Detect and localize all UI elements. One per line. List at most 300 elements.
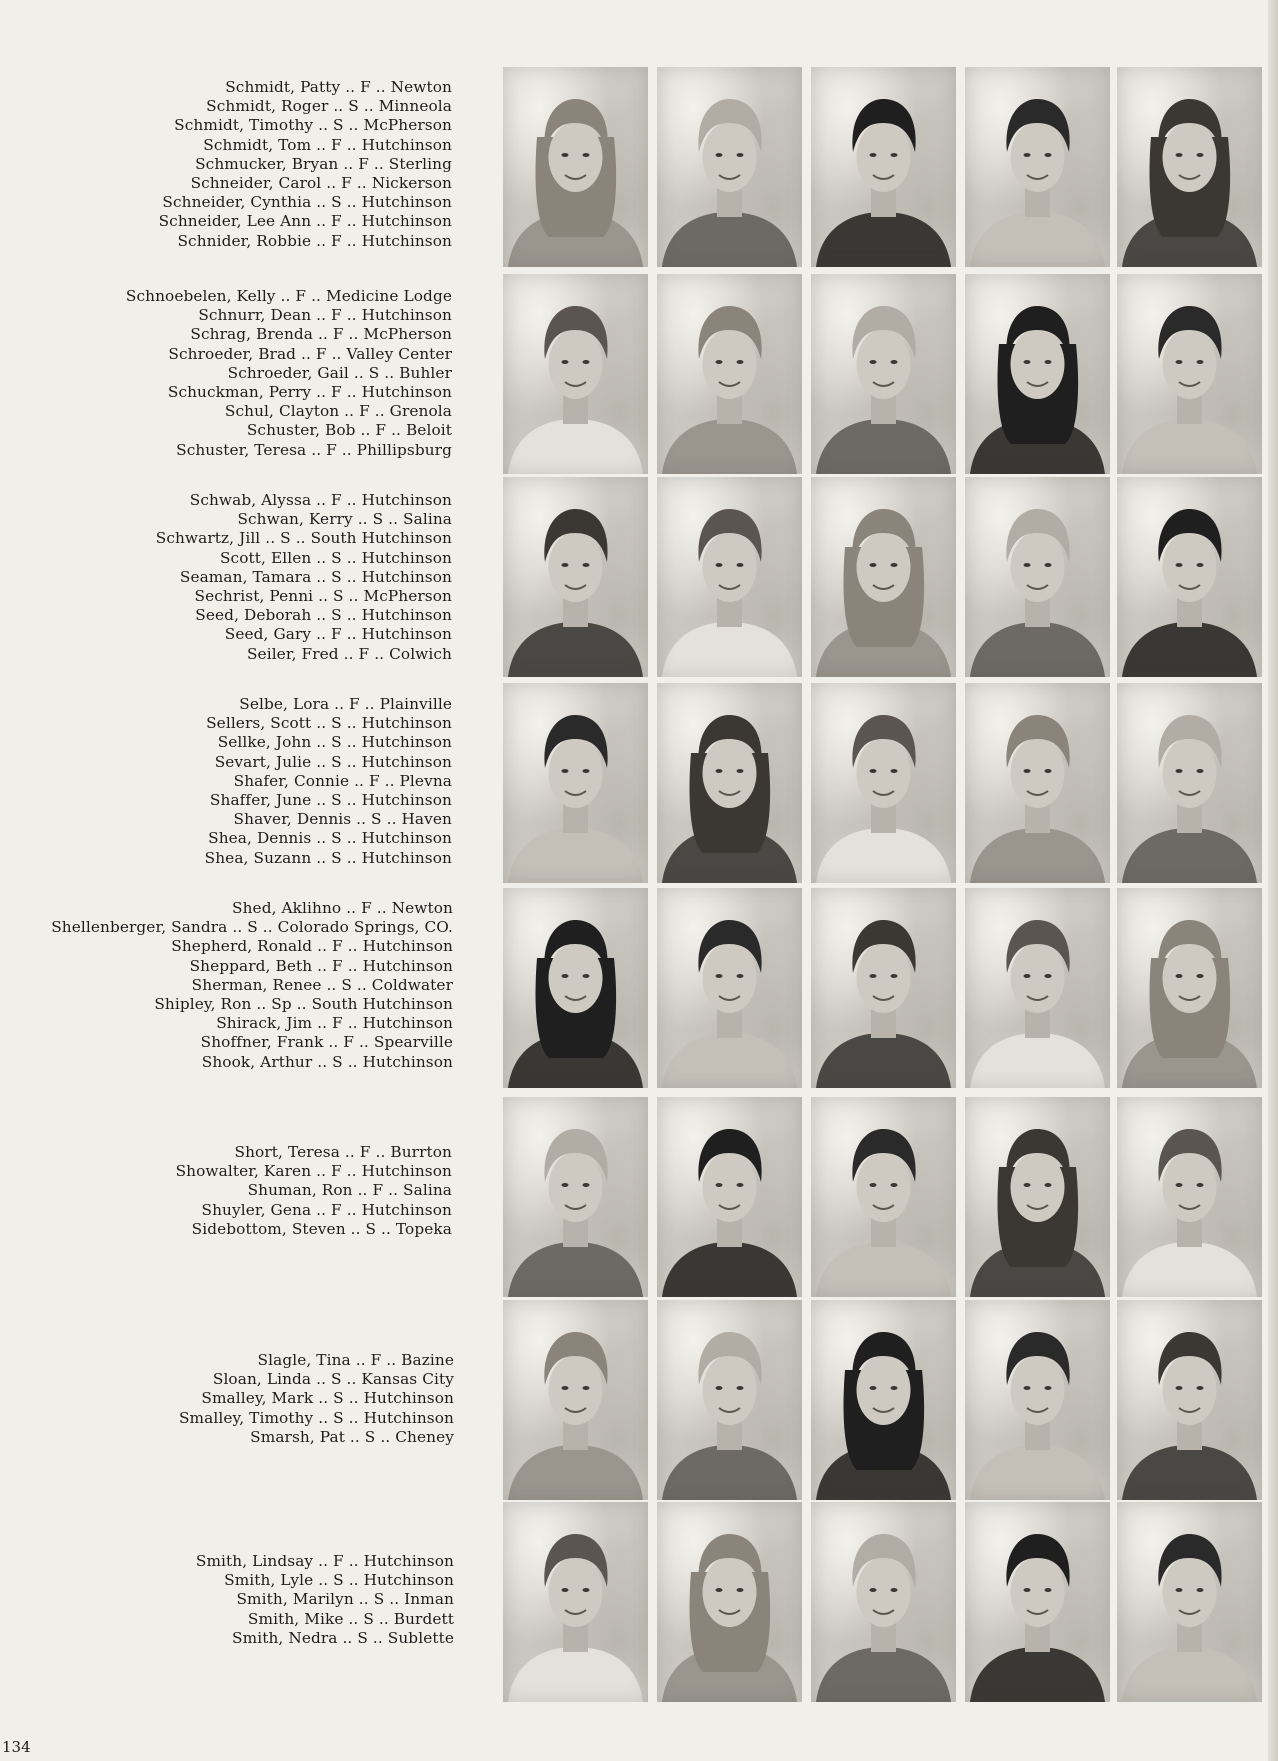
student-entry: Smith, Lyle .. S .. Hutchinson [224,1571,454,1590]
photo-row-7 [503,1300,1262,1500]
student-portrait [503,888,648,1088]
neck-shape [1177,801,1202,833]
neck-shape [1025,801,1050,833]
photo-row-5 [503,888,1262,1088]
mouth-shape [565,1610,586,1614]
mouth-shape [1179,996,1200,1000]
face-shape [1011,122,1065,192]
face-shape [703,329,757,399]
neck-shape [871,392,896,424]
student-entry: Schroeder, Brad .. F .. Valley Center [168,344,452,363]
eye-shape [870,360,877,364]
face-shape [1011,532,1065,602]
neck-shape [871,1418,896,1450]
shirt-shape [508,212,643,267]
portrait-figure [965,683,1110,883]
eye-shape [583,1183,590,1187]
shirt-shape [1122,622,1257,677]
student-portrait [1117,477,1262,677]
mouth-shape [873,791,894,795]
student-portrait [811,1502,956,1702]
shirt-shape [508,1647,643,1702]
hair-top-shape [1158,920,1221,973]
student-portrait [811,888,956,1088]
face-shape [703,1355,757,1425]
student-entry: Smalley, Mark .. S .. Hutchinson [201,1389,454,1408]
hair-top-shape [852,306,915,359]
shirt-shape [970,1647,1105,1702]
hair-back-shape [690,1572,771,1672]
neck-shape [563,1215,588,1247]
shirt-shape [816,212,951,267]
shirt-shape [970,622,1105,677]
neck-shape [871,185,896,217]
portrait-figure [503,1502,648,1702]
photo-row-2 [503,274,1262,474]
page-gutter [1268,0,1278,1761]
neck-shape [563,1418,588,1450]
eye-shape [737,153,744,157]
hair-top-shape [544,1332,607,1385]
hair-top-shape [852,99,915,152]
hair-top-shape [544,99,607,152]
portrait-figure [1117,888,1262,1088]
hair-back-shape [536,137,617,237]
mouth-shape [719,996,740,1000]
eye-shape [1024,769,1031,773]
hair-back-shape [690,753,771,853]
face-shape [549,738,603,808]
student-portrait [811,67,956,267]
neck-shape [871,595,896,627]
eye-shape [562,1588,569,1592]
face-shape [857,532,911,602]
eye-shape [737,1588,744,1592]
portrait-figure [657,477,802,677]
face-shape [549,329,603,399]
shirt-shape [1122,1445,1257,1500]
neck-shape [1177,185,1202,217]
student-entry: Smith, Nedra .. S .. Sublette [232,1628,454,1647]
eye-shape [1176,1386,1183,1390]
eye-shape [1045,1386,1052,1390]
portrait-figure [503,683,648,883]
eye-shape [737,974,744,978]
mouth-shape [1027,1610,1048,1614]
student-entry: Schmucker, Bryan .. F .. Sterling [195,154,452,173]
eye-shape [891,769,898,773]
student-entry: Seed, Deborah .. S .. Hutchinson [195,606,452,625]
student-portrait [657,477,802,677]
neck-shape [717,185,742,217]
student-entry: Shafer, Connie .. F .. Plevna [233,771,452,790]
neck-shape [563,595,588,627]
face-shape [1163,1355,1217,1425]
photo-row-6 [503,1097,1262,1297]
hair-back-shape [844,547,925,647]
face-shape [1163,1557,1217,1627]
hair-top-shape [544,1534,607,1587]
shirt-shape [1122,1033,1257,1088]
student-entry: Shipley, Ron .. Sp .. South Hutchinson [154,995,453,1014]
portrait-figure [811,67,956,267]
portrait-figure [503,888,648,1088]
neck-shape [563,1620,588,1652]
face-shape [703,532,757,602]
portrait-figure [657,67,802,267]
neck-shape [1025,595,1050,627]
mouth-shape [1179,1205,1200,1209]
eye-shape [1024,1588,1031,1592]
hair-top-shape [544,509,607,562]
face-shape [703,943,757,1013]
neck-shape [717,392,742,424]
student-entry: Schmidt, Patty .. F .. Newton [225,78,452,96]
hair-top-shape [852,715,915,768]
eye-shape [1197,1588,1204,1592]
student-entry: Slagle, Tina .. F .. Bazine [257,1351,454,1369]
student-entry: Sherman, Renee .. S .. Coldwater [191,975,453,994]
student-portrait [965,1300,1110,1500]
eye-shape [891,563,898,567]
mouth-shape [1179,1610,1200,1614]
student-portrait [965,274,1110,474]
shirt-shape [662,419,797,474]
portrait-figure [657,888,802,1088]
eye-shape [1176,1588,1183,1592]
eye-shape [583,974,590,978]
eye-shape [562,1386,569,1390]
neck-shape [1177,1418,1202,1450]
student-portrait [657,274,802,474]
eye-shape [716,974,723,978]
mouth-shape [1179,382,1200,386]
mouth-shape [873,1205,894,1209]
portrait-figure [657,1097,802,1297]
student-portrait [657,888,802,1088]
student-entry: Seed, Gary .. F .. Hutchinson [224,625,452,644]
portrait-figure [811,1502,956,1702]
student-entry: Schneider, Lee Ann .. F .. Hutchinson [158,212,452,231]
neck-shape [1025,1620,1050,1652]
portrait-figure [811,683,956,883]
mouth-shape [565,382,586,386]
mouth-shape [719,585,740,589]
student-portrait [1117,1300,1262,1500]
eye-shape [1176,769,1183,773]
mouth-shape [873,1408,894,1412]
eye-shape [1045,360,1052,364]
mouth-shape [873,1610,894,1614]
hair-top-shape [1006,1332,1069,1385]
hair-back-shape [844,1370,925,1470]
hair-top-shape [1006,920,1069,973]
shirt-shape [662,1445,797,1500]
hair-top-shape [698,1534,761,1587]
eye-shape [891,153,898,157]
hair-top-shape [852,920,915,973]
student-entry: Sheppard, Beth .. F .. Hutchinson [189,956,453,975]
mouth-shape [1027,175,1048,179]
mouth-shape [565,996,586,1000]
name-list-group-1 [159,78,452,251]
name-list-group-4 [205,695,452,868]
mouth-shape [873,996,894,1000]
hair-top-shape [1006,715,1069,768]
portrait-figure [1117,1502,1262,1702]
mouth-shape [565,791,586,795]
eye-shape [870,153,877,157]
eye-shape [870,563,877,567]
shirt-shape [816,1242,951,1297]
hair-top-shape [1006,1534,1069,1587]
hair-top-shape [1006,509,1069,562]
hair-top-shape [1158,1534,1221,1587]
mouth-shape [565,1205,586,1209]
neck-shape [1025,1215,1050,1247]
eye-shape [737,769,744,773]
face-shape [549,943,603,1013]
face-shape [1163,738,1217,808]
eye-shape [737,1386,744,1390]
hair-top-shape [698,715,761,768]
mouth-shape [1027,585,1048,589]
student-entry: Smith, Marilyn .. S .. Inman [236,1590,454,1609]
shirt-shape [816,1647,951,1702]
face-shape [549,1355,603,1425]
student-portrait [657,1300,802,1500]
mouth-shape [719,1205,740,1209]
hair-top-shape [698,1332,761,1385]
photo-row-4 [503,683,1262,883]
shirt-shape [816,622,951,677]
eye-shape [716,563,723,567]
portrait-figure [811,1097,956,1297]
name-list-group-7 [179,1351,454,1447]
hair-top-shape [544,306,607,359]
shirt-shape [508,622,643,677]
student-portrait [503,477,648,677]
hair-top-shape [1158,99,1221,152]
student-entry: Selbe, Lora .. F .. Plainville [239,695,452,713]
student-entry: Schmidt, Timothy .. S .. McPherson [174,116,452,135]
mouth-shape [719,382,740,386]
shirt-shape [662,1033,797,1088]
student-portrait [965,1502,1110,1702]
neck-shape [563,185,588,217]
shirt-shape [508,419,643,474]
student-entry: Smith, Lindsay .. F .. Hutchinson [195,1552,454,1570]
hair-back-shape [1150,958,1231,1058]
student-entry: Schnoebelen, Kelly .. F .. Medicine Lodge [125,287,452,305]
eye-shape [1197,769,1204,773]
portrait-figure [1117,1300,1262,1500]
student-entry: Sellers, Scott .. S .. Hutchinson [206,714,452,733]
neck-shape [1177,1006,1202,1038]
portrait-figure [657,683,802,883]
student-entry: Sevart, Julie .. S .. Hutchinson [214,752,452,771]
mouth-shape [719,791,740,795]
hair-back-shape [536,958,617,1058]
eye-shape [870,769,877,773]
neck-shape [1025,392,1050,424]
eye-shape [1024,1386,1031,1390]
shirt-shape [508,1445,643,1500]
mouth-shape [719,175,740,179]
student-portrait [503,274,648,474]
neck-shape [1177,392,1202,424]
student-portrait [811,274,956,474]
mouth-shape [1027,791,1048,795]
portrait-figure [965,67,1110,267]
student-entry: Shaver, Dennis .. S .. Haven [233,810,452,829]
eye-shape [891,1386,898,1390]
student-entry: Short, Teresa .. F .. Burrton [234,1143,452,1161]
face-shape [1011,738,1065,808]
student-portrait [657,1097,802,1297]
neck-shape [717,1418,742,1450]
neck-shape [1025,1418,1050,1450]
portrait-figure [811,888,956,1088]
portrait-figure [965,274,1110,474]
shirt-shape [1122,212,1257,267]
shirt-shape [662,1242,797,1297]
student-entry: Shepherd, Ronald .. F .. Hutchinson [171,937,453,956]
student-portrait [965,1097,1110,1297]
eye-shape [583,153,590,157]
student-entry: Schnurr, Dean .. F .. Hutchinson [198,306,452,325]
eye-shape [1045,563,1052,567]
portrait-figure [503,67,648,267]
student-entry: Seiler, Fred .. F .. Colwich [246,644,452,663]
neck-shape [1177,1620,1202,1652]
eye-shape [562,153,569,157]
name-list-group-5 [51,899,453,1072]
student-entry: Schwartz, Jill .. S .. South Hutchinson [155,529,452,548]
face-shape [549,532,603,602]
eye-shape [562,1183,569,1187]
face-shape [857,329,911,399]
eye-shape [716,153,723,157]
student-portrait [1117,888,1262,1088]
eye-shape [1024,974,1031,978]
shirt-shape [970,1242,1105,1297]
eye-shape [1176,360,1183,364]
face-shape [1163,122,1217,192]
eye-shape [870,1386,877,1390]
shirt-shape [970,1445,1105,1500]
eye-shape [891,1183,898,1187]
photo-row-8 [503,1502,1262,1702]
mouth-shape [1027,996,1048,1000]
student-entry: Schnider, Robbie .. F .. Hutchinson [177,231,452,250]
portrait-figure [503,477,648,677]
student-portrait [503,67,648,267]
student-entry: Schuster, Teresa .. F .. Phillipsburg [176,440,452,459]
portrait-figure [657,1300,802,1500]
portrait-figure [1117,477,1262,677]
neck-shape [871,1620,896,1652]
page-number: 134 [2,1738,31,1756]
student-entry: Shoffner, Frank .. F .. Spearville [200,1033,453,1052]
student-entry: Shed, Aklihno .. F .. Newton [232,899,453,917]
eye-shape [562,563,569,567]
face-shape [1011,1557,1065,1627]
shirt-shape [508,1033,643,1088]
shirt-shape [1122,419,1257,474]
portrait-figure [657,274,802,474]
face-shape [1163,943,1217,1013]
eye-shape [1197,153,1204,157]
hair-top-shape [852,1534,915,1587]
face-shape [703,1152,757,1222]
neck-shape [563,1006,588,1038]
portrait-figure [1117,1097,1262,1297]
portrait-figure [965,1300,1110,1500]
neck-shape [1025,1006,1050,1038]
mouth-shape [565,175,586,179]
student-entry: Shea, Suzann .. S .. Hutchinson [204,848,452,867]
student-entry: Shuman, Ron .. F .. Salina [247,1181,452,1200]
student-portrait [657,67,802,267]
shirt-shape [1122,1647,1257,1702]
neck-shape [1177,1215,1202,1247]
hair-top-shape [1158,715,1221,768]
portrait-figure [811,477,956,677]
eye-shape [1176,1183,1183,1187]
eye-shape [1045,974,1052,978]
hair-top-shape [1158,1332,1221,1385]
face-shape [857,738,911,808]
student-entry: Schneider, Cynthia .. S .. Hutchinson [162,193,452,212]
face-shape [549,1152,603,1222]
student-entry: Scott, Ellen .. S .. Hutchinson [219,548,452,567]
hair-top-shape [698,920,761,973]
face-shape [549,122,603,192]
portrait-figure [965,1502,1110,1702]
face-shape [857,1152,911,1222]
hair-top-shape [544,1129,607,1182]
eye-shape [1197,1183,1204,1187]
mouth-shape [1179,175,1200,179]
photo-row-1 [503,67,1262,267]
hair-top-shape [698,306,761,359]
hair-top-shape [544,920,607,973]
student-entry: Schmidt, Roger .. S .. Minneola [206,97,452,116]
student-portrait [811,477,956,677]
mouth-shape [1179,1408,1200,1412]
portrait-figure [811,1300,956,1500]
student-portrait [965,683,1110,883]
eye-shape [562,974,569,978]
student-portrait [1117,1097,1262,1297]
student-entry: Schneider, Carol .. F .. Nickerson [190,174,452,193]
eye-shape [562,360,569,364]
hair-top-shape [1006,306,1069,359]
face-shape [703,122,757,192]
student-entry: Smith, Mike .. S .. Burdett [247,1609,454,1628]
eye-shape [1176,563,1183,567]
student-portrait [503,1502,648,1702]
portrait-figure [503,274,648,474]
mouth-shape [1179,791,1200,795]
eye-shape [1045,1183,1052,1187]
hair-top-shape [1006,1129,1069,1182]
student-portrait [1117,1502,1262,1702]
eye-shape [1024,1183,1031,1187]
eye-shape [583,563,590,567]
student-entry: Schwan, Kerry .. S .. Salina [237,510,452,529]
